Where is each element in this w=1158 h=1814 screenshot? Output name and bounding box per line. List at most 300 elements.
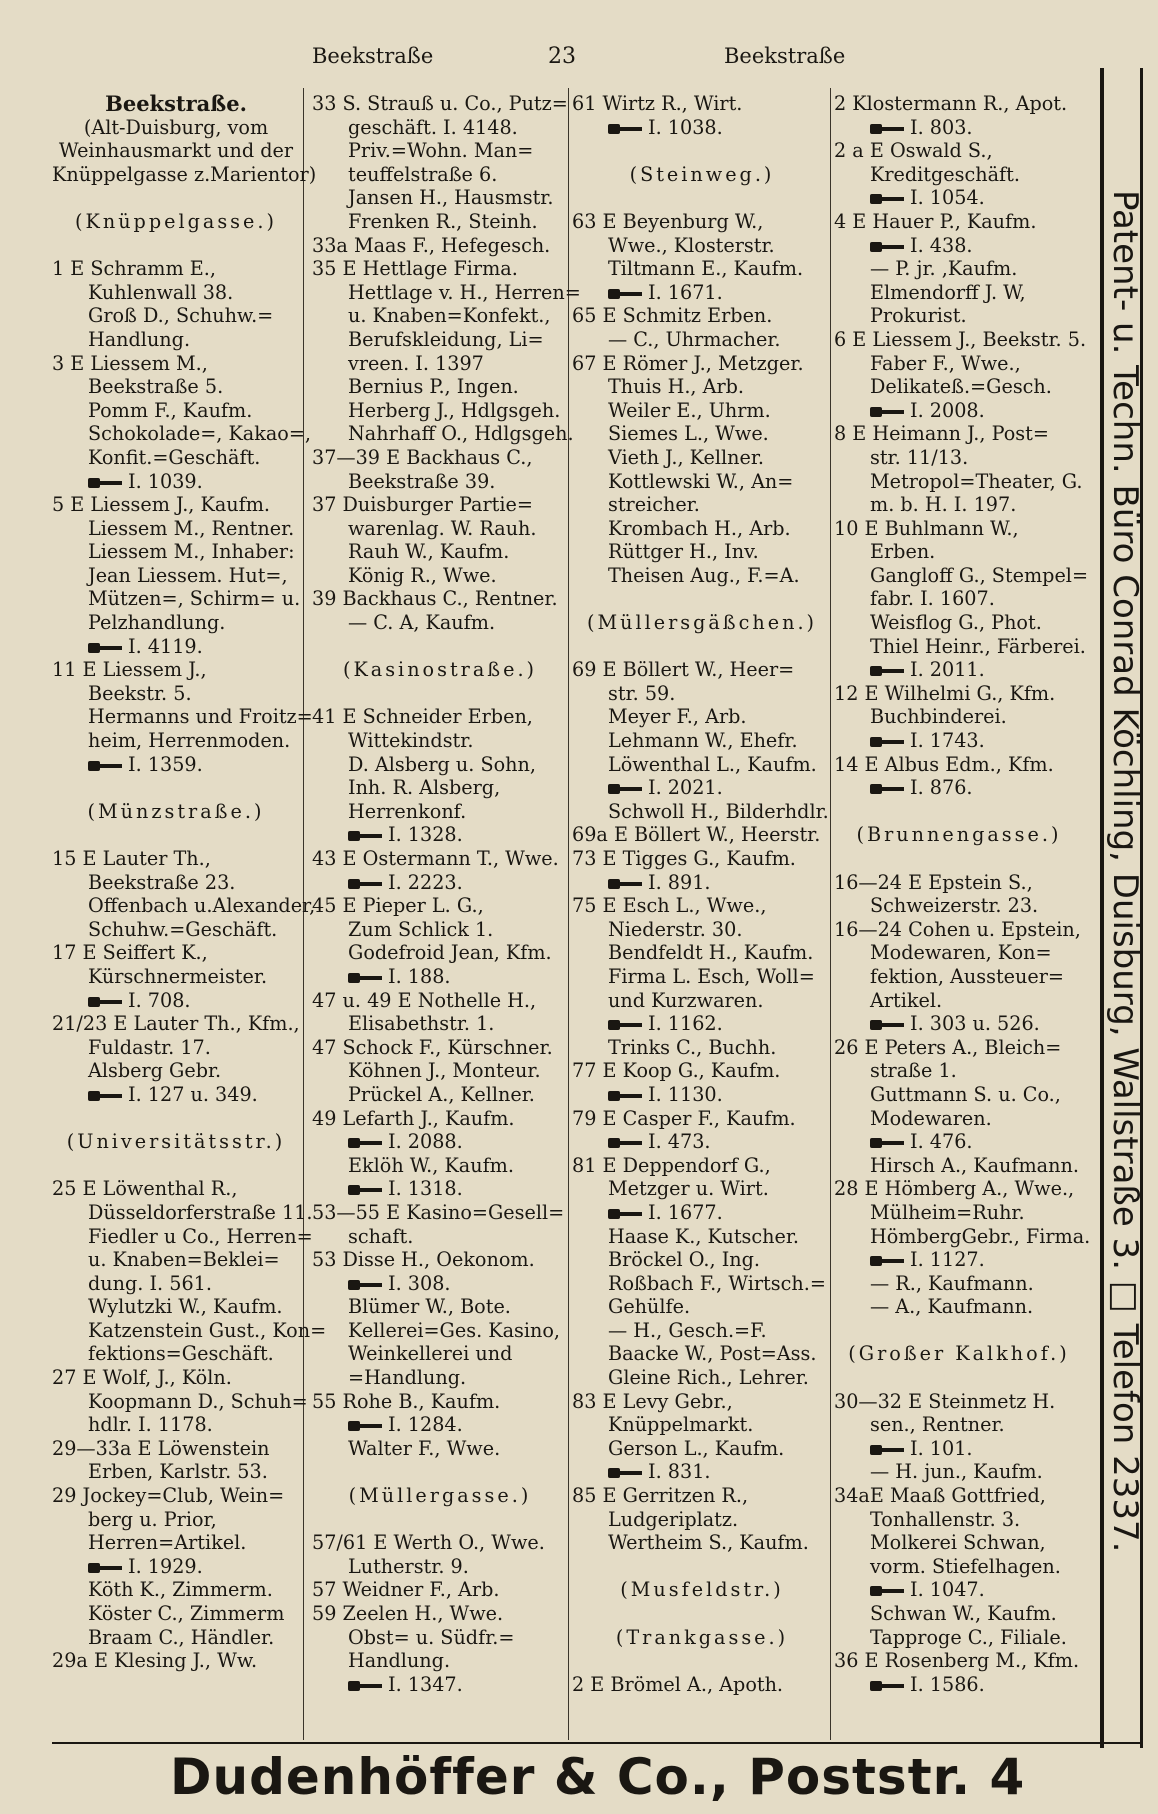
directory-entry [834,517,1084,541]
directory-entry [834,1555,1084,1579]
cross-street [834,1342,1084,1366]
directory-entry [312,139,568,163]
cross-street [572,611,832,635]
entry-text: Lehmann W., Ehefr. [608,729,798,753]
telephone-icon [88,760,122,772]
entry-text: Beekstr. 5. [88,681,192,705]
entry-text: 35 E Hettlage Firma. [312,257,518,281]
entry-text: 6 E Liessem J., Beekstr. 5. [834,327,1087,351]
phone-entry [572,1201,832,1225]
entry-text: I. 127 u. 349. [128,1082,258,1106]
directory-entry [834,1224,1091,1249]
directory-entry [572,729,832,753]
entry-text: Erben, Karlstr. 53. [88,1460,268,1484]
entry-text: — R., Kaufmann. [870,1271,1034,1295]
directory-entry [52,776,300,800]
directory-entry [52,1626,300,1650]
directory-entry [834,871,1084,895]
directory-entry [312,493,568,517]
directory-entry [312,328,568,352]
entry-text [52,776,58,799]
entry-text: Godefroid Jean, Kfm. [348,941,552,965]
entry-text: 29a E Klesing J., Ww. [52,1649,258,1673]
entry-text: Elmendorff J. W, [870,280,1026,304]
directory-entry [834,281,1084,305]
entry-text: I. 308. [388,1271,451,1295]
directory-entry [834,327,1087,352]
directory-entry [312,1649,568,1673]
entry-text: 34aE Maaß Gottfried, [834,1484,1046,1508]
directory-entry [572,1602,832,1626]
entry-text: 33 S. Strauß u. Co., Putz= [312,92,568,115]
directory-entry [834,470,1084,494]
directory-entry [52,162,317,187]
directory-entry [834,1508,1084,1532]
directory-entry [52,847,300,871]
directory-entry [52,823,300,847]
directory-entry [834,989,1084,1013]
entry-text: 37—39 E Backhaus C., [312,445,533,469]
entry-text: Katzenstein Gust., Kon= [88,1318,327,1342]
directory-entry [834,1319,1084,1343]
directory-entry [572,1390,832,1414]
entry-text: 39 Backhaus C., Rentner. [312,587,558,611]
entry-text: (Müllergasse.) [348,1484,532,1508]
directory-entry [572,894,832,918]
telephone-icon [608,783,642,795]
entry-text: Theisen Aug., F.=A. [608,563,800,587]
directory-entry [312,1602,568,1626]
entry-text: 75 E Esch L., Wwe., [572,894,767,918]
directory-entry [312,1248,568,1272]
entry-text: I. 708. [128,988,191,1012]
entry-text: Jean Liessem. Hut=, [88,563,288,587]
directory-entry [312,941,568,965]
entry-text: I. 4119. [128,634,203,658]
cross-street [834,823,1084,847]
directory-entry [52,422,312,446]
directory-entry [52,375,300,399]
directory-entry [52,352,300,376]
entry-text [834,1319,840,1342]
directory-entry [572,1673,832,1697]
directory-entry [52,493,300,517]
directory-entry [52,139,300,163]
entry-text: 14 E Albus Edm., Kfm. [834,752,1054,776]
directory-entry [312,1460,568,1484]
telephone-icon [348,1137,382,1149]
directory-entry [312,1626,568,1650]
entry-text: I. 1054. [910,186,985,210]
entry-text [52,1154,58,1177]
entry-text: Thiel Heinr., Färberei. [870,634,1086,658]
directory-entry [312,1059,568,1083]
entry-text: (Großer Kalkhof.) [848,1342,1070,1366]
entry-text [572,1649,578,1672]
phone-entry [834,1130,1084,1154]
entry-text: dung. I. 561. [88,1271,212,1295]
entry-text: I. 803. [910,115,973,139]
entry-text [572,635,578,658]
entry-text: 33a Maas F., Hefegesch. [312,233,551,257]
entry-text: I. 473. [648,1130,711,1154]
header-left-street: Beekstraße [312,44,434,68]
directory-entry [312,682,568,706]
telephone-icon [870,406,904,418]
telephone-icon [88,1562,122,1574]
directory-entry [312,1437,568,1461]
entry-text [834,800,840,823]
entry-text: fektions=Geschäft. [88,1342,274,1366]
phone-entry [572,1012,832,1036]
directory-entry [572,517,832,541]
entry-text: Modewaren, Kon= [870,941,1052,965]
phone-entry [52,635,300,659]
entry-text: I. 1318. [388,1177,463,1201]
directory-entry [52,918,300,942]
directory-entry [834,1154,1084,1178]
phone-entry [312,352,568,376]
entry-text: I. 1586. [910,1672,985,1696]
directory-entry [572,540,832,564]
entry-text: I. 2011. [910,658,985,682]
entry-text: heim, Herrenmoden. [88,729,291,753]
directory-entry [312,847,568,871]
telephone-icon [870,1137,904,1149]
phone-entry [312,1673,568,1697]
entry-text: Artikel. [870,988,943,1012]
entry-text: Beekstraße 23. [88,870,236,894]
directory-entry [572,234,832,258]
entry-text: 69a E Böllert W., Heerstr. [572,823,821,847]
phone-entry [834,658,1084,682]
directory-entry [572,328,832,352]
entry-text: (Alt-Duisburg, vom [83,115,269,139]
entry-text: 27 E Wolf, J., Köln. [52,1366,232,1390]
phone-entry [572,871,832,895]
phone-entry [572,1130,832,1154]
entry-text: Thuis H., Arb. [608,375,745,399]
directory-entry [572,587,832,611]
telephone-icon [348,1279,382,1291]
telephone-icon [348,972,382,984]
entry-text: I. 1328. [388,823,463,847]
entry-text: 55 Rohe B., Kaufm. [312,1389,501,1413]
entry-text: Elisabethstr. 1. [348,1012,495,1036]
entry-text: I. 438. [910,233,973,257]
entry-text: Krombach H., Arb. [608,516,791,540]
directory-entry [312,304,568,328]
directory-entry [834,1201,1084,1225]
entry-text: 1 E Schramm E., [52,257,216,281]
entry-text: I. 1038. [648,115,723,139]
directory-entry [834,682,1084,706]
directory-entry [52,517,300,541]
directory-entry [572,564,832,588]
entry-text: I. 1127. [910,1248,985,1272]
entry-text: 11 E Liessem J., [52,658,207,682]
directory-entry [52,611,300,635]
entry-text: 77 E Koop G., Kaufm. [572,1059,781,1083]
directory-entry [834,1626,1084,1650]
entry-text [52,823,58,846]
entry-text: Liessem M., Rentner. [88,516,295,540]
directory-entry [834,705,1084,729]
directory-entry [834,375,1084,399]
directory-entry [572,941,832,965]
entry-text: Schweizerstr. 23. [870,894,1039,918]
directory-entry [834,139,1084,163]
directory-entry [52,257,300,281]
directory-entry [312,1342,568,1366]
entry-text: Gehülfe. [608,1295,691,1319]
entry-text: Zum Schlick 1. [348,917,494,941]
phone-entry [834,234,1084,258]
entry-text: (Kasinostraße.) [342,658,538,682]
entry-text: König R., Wwe. [348,563,497,587]
entry-text: Bernius P., Ingen. [348,375,519,399]
directory-entry [52,234,300,258]
entry-text: Pomm F., Kaufm. [88,398,253,422]
entry-text: 29—33a E Löwenstein [52,1436,270,1460]
entry-text [312,1508,318,1531]
entry-text: D. Alsberg u. Sohn, [348,752,536,776]
phone-entry [52,470,300,494]
entry-text: Koopmann D., Schuh= [88,1389,308,1413]
entry-text: Pelzhandlung. [88,611,226,635]
entry-text: I. 1929. [128,1554,203,1578]
entry-text: Köhnen J., Monteur. [348,1059,541,1083]
entry-text: Rauh W., Kaufm. [348,540,510,564]
directory-entry [834,1460,1084,1484]
entry-text: fektion, Aussteuer= [870,964,1064,988]
entry-text [834,1366,840,1389]
entry-text: 12 E Wilhelmi G., Kfm. [834,681,1056,705]
entry-text: Gleine Rich., Lehrer. [608,1366,809,1390]
telephone-icon [348,878,382,890]
cross-street [312,658,568,682]
entry-text: (Münzstraße.) [87,799,265,823]
entry-text: 37 Duisburger Partie= [312,493,533,517]
entry-text: 2 a E Oswald S., [834,139,993,163]
directory-entry [52,399,300,423]
directory-entry [572,823,832,847]
entry-text: Braam C., Händler. [88,1625,275,1649]
entry-text: 16—24 Cohen u. Epstein, [834,917,1081,941]
entry-text: 53—55 E Kasino=Gesell= [312,1200,565,1224]
entry-text: 2 E Brömel A., Apoth. [572,1672,784,1696]
directory-entry [312,611,568,635]
entry-text: I. 1671. [648,280,723,304]
directory-entry [312,470,568,494]
entry-text: Delikateß.=Gesch. [870,375,1052,399]
directory-entry [834,446,1084,470]
directory-entry [312,540,568,564]
entry-text: Bendfeldt H., Kaufm. [608,941,814,965]
directory-entry [572,847,832,871]
directory-entry [834,1295,1084,1319]
entry-text: str. 11/13. [870,445,969,469]
entry-text: Lutherstr. 9. [348,1554,469,1578]
entry-text: 16—24 E Epstein S., [834,870,1033,894]
directory-entry [834,210,1084,234]
entry-text: I. 101. [910,1436,973,1460]
entry-text: 30—32 E Steinmetz H. [834,1389,1056,1413]
directory-entry [312,1225,568,1249]
directory-entry [312,1366,568,1390]
telephone-icon [88,642,122,654]
phone-entry [312,1177,568,1201]
entry-text: Wittekindstr. [348,729,474,753]
entry-text: Herrenkonf. [348,799,467,823]
directory-entry [312,1295,568,1319]
entry-text: vorm. Stiefelhagen. [870,1554,1061,1578]
telephone-icon [608,1467,642,1479]
entry-text: I. 891. [648,870,711,894]
directory-entry [572,257,832,281]
directory-entry [312,446,568,470]
page-number: 23 [548,44,576,69]
entry-text: Inh. R. Alsberg, [348,776,501,800]
directory-entry [312,1390,568,1414]
telephone-icon [608,1019,642,1031]
directory-entry [312,1555,568,1579]
entry-text: m. b. H. I. 197. [870,493,1017,517]
header-right-street: Beekstraße [724,44,846,68]
entry-text: Konfit.=Geschäft. [88,445,261,469]
entry-text: geschäft. I. 4148. [348,115,518,139]
footer-advertisement: Dudenhöffer & Co., Poststr. 4 [170,1748,1026,1806]
cross-street [52,210,300,234]
entry-text: I. 476. [910,1130,973,1154]
telephone-icon [348,1680,382,1692]
entry-text: Frenken R., Steinh. [348,209,538,233]
directory-entry [52,186,300,210]
entry-text: Offenbach u.Alexander, [88,894,316,918]
phone-entry [572,281,832,305]
directory-entry [834,753,1084,777]
directory-entry [312,918,568,942]
directory-entry [312,635,568,659]
directory-entry [572,186,832,210]
entry-text: 45 E Pieper L. G., [312,894,484,918]
directory-entry [834,1413,1084,1437]
column-4 [834,92,1091,1744]
entry-text: Alsberg Gebr. [88,1059,222,1083]
entry-text: 83 E Levy Gebr., [572,1389,733,1413]
entry-text: I. 1677. [648,1200,723,1224]
entry-text [312,635,318,658]
directory-entry [52,965,300,989]
entry-text: Weiler E., Uhrm. [608,398,771,422]
entry-text: Meyer F., Arb. [608,705,747,729]
entry-text: 25 E Löwenthal R., [52,1177,238,1201]
entry-text: teuffelstraße 6. [348,162,498,186]
directory-entry [52,682,300,706]
telephone-icon [870,736,904,748]
entry-text: 17 E Seiffert K., [52,941,208,965]
directory-entry [834,800,1084,824]
entry-text: Buchbinderei. [870,705,1007,729]
phone-entry [312,116,568,140]
phone-entry [52,1413,300,1437]
phone-entry [312,965,568,989]
directory-entry [52,1036,300,1060]
entry-text: Mützen=, Schirm= u. [88,587,301,611]
telephone-icon [608,288,642,300]
phone-entry [572,1460,832,1484]
directory-entry [52,1366,300,1390]
entry-text: 2 Klostermann R., Apot. [834,92,1068,115]
directory-entry [572,1225,832,1249]
entry-text: Eklöh W., Kaufm. [348,1153,514,1177]
telephone-icon [88,477,122,489]
entry-text: Roßbach F., Wirtsch.= [608,1271,826,1295]
column-2 [312,92,581,1744]
entry-text: Hirsch A., Kaufmann. [870,1153,1079,1177]
entry-text: 29 Jockey=Club, Wein= [52,1484,285,1508]
entry-text: — H. jun., Kaufm. [870,1460,1043,1484]
entry-text: Prückel A., Kellner. [348,1082,535,1106]
directory-entry [572,1319,832,1343]
telephone-icon [608,1208,642,1220]
entry-text: I. 1047. [910,1578,985,1602]
directory-entry [312,399,568,423]
entry-text: 10 E Buhlmann W., [834,516,1019,540]
entry-text: 4 E Hauer P., Kaufm. [834,209,1037,233]
directory-entry [834,847,1084,871]
directory-entry [312,1201,568,1225]
entry-text: Berufskleidung, Li= [348,327,544,351]
telephone-icon [870,1680,904,1692]
directory-entry [572,92,832,116]
directory-entry [312,564,568,588]
directory-entry [312,1319,568,1343]
entry-text: 36 E Rosenberg M., Kfm. [834,1649,1080,1673]
entry-text: Wertheim S., Kaufm. [608,1531,809,1555]
entry-text: I. 1284. [388,1413,463,1437]
directory-entry [312,705,568,729]
entry-text [52,1107,58,1130]
directory-entry [834,1177,1084,1201]
directory-entry [52,328,300,352]
entry-text: 73 E Tigges G., Kaufm. [572,847,796,870]
entry-text: (Steinweg.) [629,162,775,186]
cross-street [572,1626,832,1650]
telephone-icon [870,1444,904,1456]
entry-text [572,1555,578,1578]
directory-entry [572,493,832,517]
directory-entry [52,894,316,918]
directory-entry [834,1484,1084,1508]
entry-text: Herren=Artikel. [88,1531,247,1555]
directory-entry [312,1531,568,1555]
entry-text: Haase K., Kutscher. [608,1224,799,1248]
entry-text: I. 2021. [648,776,723,800]
entry-text: 81 E Deppendorf G., [572,1153,771,1177]
entry-text: Groß D., Schuhw.= [88,304,274,328]
telephone-icon [870,1585,904,1597]
entry-text: I. 1162. [648,1012,723,1036]
directory-entry [52,871,300,895]
entry-text: 67 E Römer J., Metzger. [572,351,804,375]
directory-entry [834,422,1084,446]
entry-text [52,234,58,257]
directory-entry [572,989,832,1013]
directory-entry [834,1036,1084,1060]
directory-entry [52,1177,300,1201]
directory-entry [52,1578,300,1602]
